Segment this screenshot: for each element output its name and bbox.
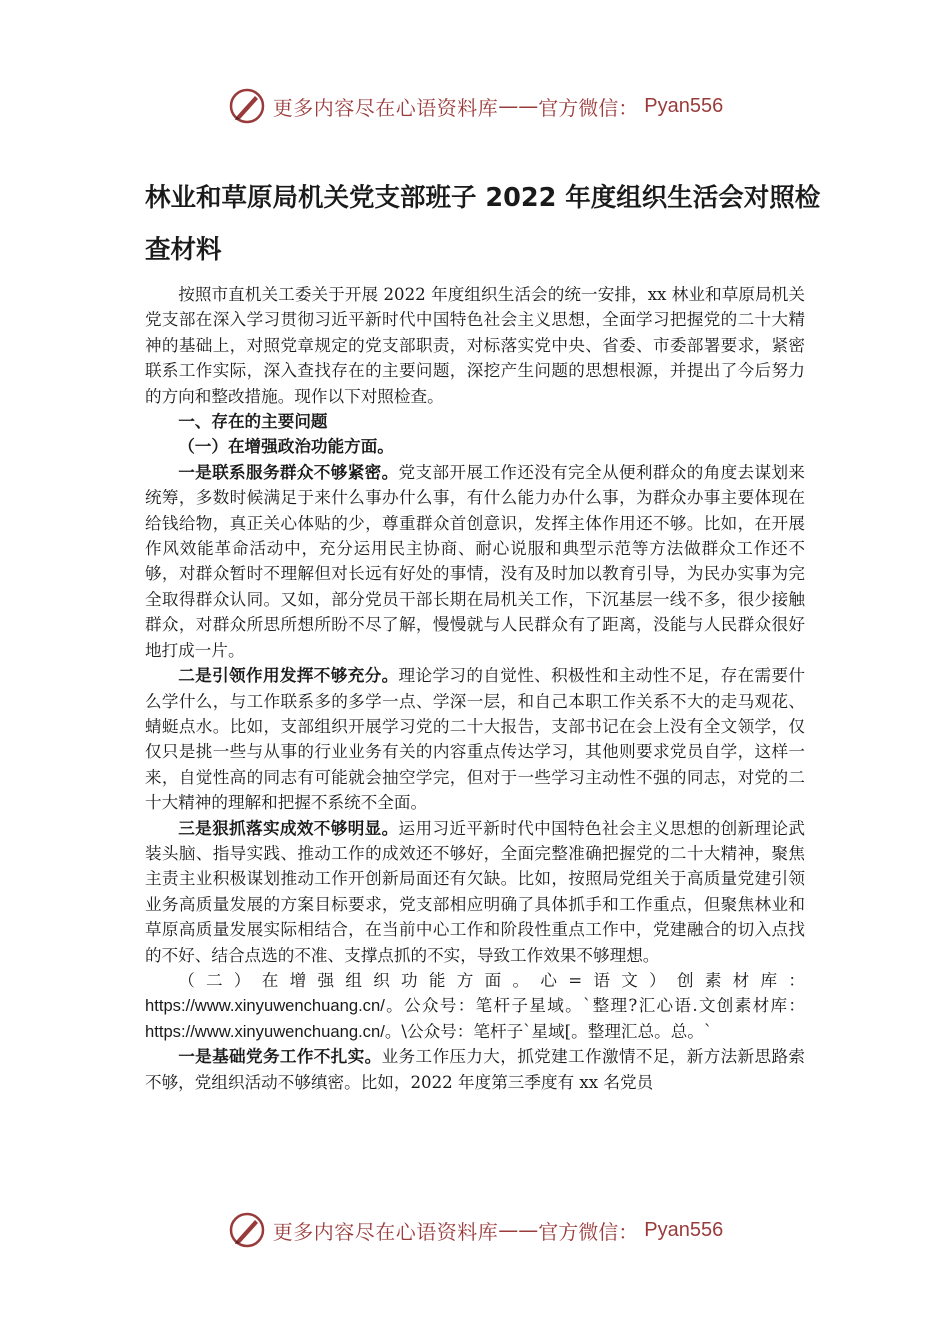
org-url-2: https://www.xinyuwenchuang.cn/ bbox=[145, 1021, 385, 1041]
intro-paragraph: 按照市直机关工委关于开展 2022 年度组织生活会的统一安排，xx 林业和草原局机关党支部在深入学习贯彻习近平新时代中国特色社会主义思想，全面学习把握党的二十大精神的基础上，对照党章规定的党支部职责，对标落实党中央、省委、市委部署要求，紧密联系工作实际，深入查找存在的主要问题，深挖产生问题的思想根源，并提出了今后努力的方向和整改措施。现作以下对照检查。 bbox=[145, 285, 805, 406]
problem-1-text: 党支部开展工作还没有完全从便利群众的角度去谋划来统筹，多数时候满足于来什么事办什么事，有什么能力办什么事，为群众办事主要体现在给钱给物，真正关心体贴的少，尊重群众首创意识，发挥主体作用还不够。比如，在开展作风效能革命活动中，充分运用民主协商、耐心说服和典型示范等方法做群众工作还不够，对群众暂时不理解但对长远有好处的事情，没有及时加以教育引导，为民办实事为完全取得群众认同。又如，部分党员干部长期在局机关工作，下沉基层一线不多，很少接触群众，对群众所思所想所盼不尽了解，慢慢就与人民群众有了距离，没能与人民群众很好地打成一片。 bbox=[145, 462, 806, 660]
problem-paragraph-3 bbox=[145, 816, 805, 968]
problem-5-text: 业务工作压力大，抓党建工作激情不足，新方法新思路索不够，党组织活动不够缜密。比如，2022 年度第三季度有 xx 名党员 bbox=[145, 1047, 805, 1092]
banner-wechat-id: Pyan556 bbox=[644, 94, 724, 117]
banner-wechat-label: 官方微信： bbox=[538, 1219, 639, 1244]
banner-wechat-label: 官方微信： bbox=[538, 95, 639, 120]
document-body bbox=[145, 282, 805, 1095]
problem-1-lead: 一是联系服务群众不够紧密。 bbox=[178, 462, 399, 482]
problem-paragraph-1 bbox=[145, 460, 805, 663]
problem-paragraph-5 bbox=[145, 1044, 805, 1095]
problem-2-text: 理论学习的自觉性、积极性和主动性不足，存在需要什么学什么，与工作联系多的多学一点、学深一层，和自己本职工作关系不大的走马观花、蜻蜓点水。比如，支部组织开展学习党的二十大报告，支部书记在会上没有全文领学，仅仅只是挑一些与从事的行业业务有关的内容重点传达学习，其他则要求党员自学，这样一来，自觉性高的同志有可能就会抽空学完，但对于一些学习主动性不强的同志，对党的二十大精神的理解和把握不系统不全面。 bbox=[145, 666, 806, 813]
problem-2-lead: 二是引领作用发挥不够充分。 bbox=[178, 666, 399, 686]
banner-separator: —— bbox=[498, 1218, 539, 1242]
section-heading: 一、存在的主要问题 bbox=[178, 412, 328, 432]
org-url-1: https://www.xinyuwenchuang.cn/ bbox=[145, 996, 385, 1016]
banner-separator: —— bbox=[498, 94, 539, 118]
banner-text: 更多内容尽在心语资料库 bbox=[272, 1219, 499, 1244]
problem-3-lead: 三是狠抓落实成效不够明显。 bbox=[178, 818, 399, 838]
pen-logo-icon bbox=[227, 1210, 267, 1250]
banner-wechat-id: Pyan556 bbox=[644, 1218, 724, 1241]
header-banner bbox=[0, 84, 950, 128]
document-title: 林业和草原局机关党支部班子 2022 年度组织生活会对照检查材料 bbox=[145, 183, 821, 265]
org-text-a: （二）在增强组织功能方面。心=语文）创素材库： bbox=[178, 970, 805, 990]
problem-5-lead: 一是基础党务工作不扎实。 bbox=[178, 1047, 382, 1067]
organization-paragraph bbox=[145, 968, 805, 1044]
problem-paragraph-2 bbox=[145, 663, 805, 815]
banner-text: 更多内容尽在心语资料库 bbox=[272, 95, 499, 120]
pen-logo-icon bbox=[227, 86, 267, 126]
org-text-c: 。\公众号：笔杆子`星域[。整理汇总。总。` bbox=[384, 1021, 713, 1041]
footer-banner bbox=[0, 1208, 950, 1252]
problem-3-text: 运用习近平新时代中国特色社会主义思想的创新理论武装头脑、指导实践、推动工作的成效还不够好，全面完整准确把握党的二十大精神，聚焦主责主业积极谋划推动工作开创新局面还有欠缺。比如，按照局党组关于高质量党建引领业务高质量发展的方案目标要求，党支部相应明确了具体抓手和工作重点，但聚焦林业和草原高质量发展实际相结合，在当前中心工作和阶段性重点工作中，党建融合的切入点找的不好、结合点选的不准、支撑点抓的不实，导致工作效果不够理想。 bbox=[145, 818, 806, 965]
subsection-heading: （一）在增强政治功能方面。 bbox=[178, 437, 394, 457]
org-text-b: 。公众号：笔杆子星域。`整理?汇心语.文创素材库： bbox=[384, 996, 805, 1016]
